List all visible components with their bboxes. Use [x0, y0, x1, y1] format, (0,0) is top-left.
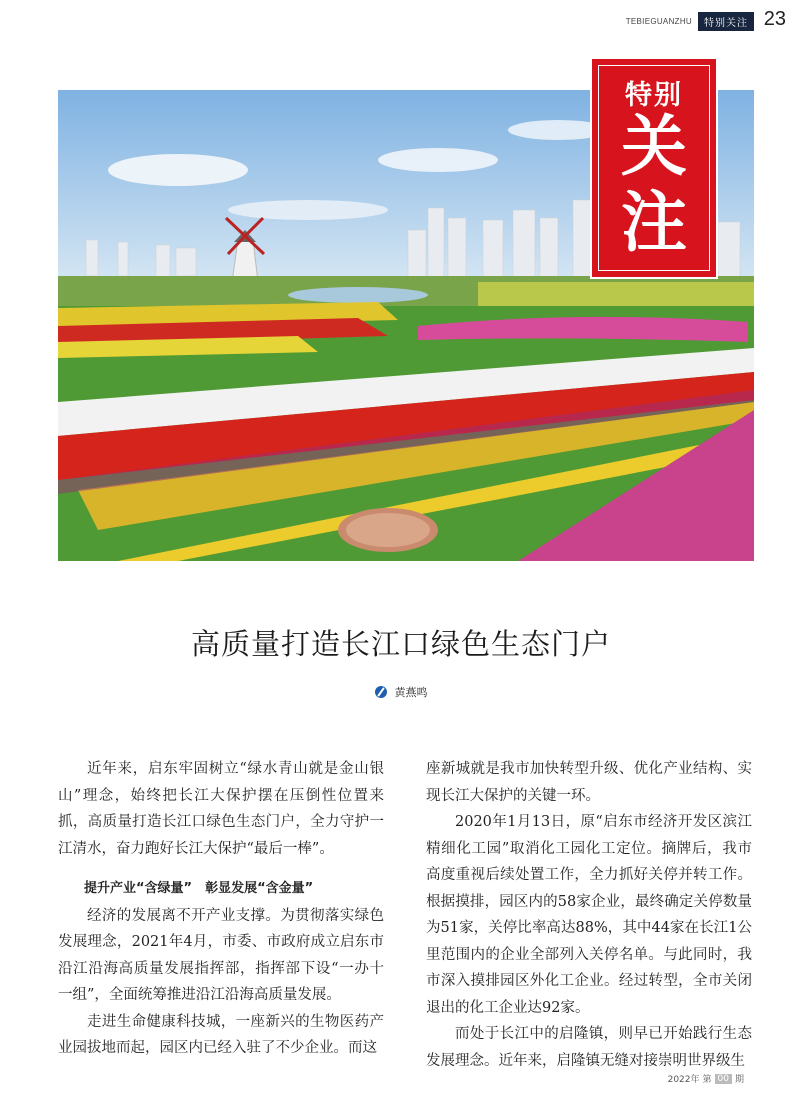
footer-issue: 00 [715, 1074, 732, 1084]
left-column [58, 756, 384, 1062]
paragraph: 走进生命健康科技城，一座新兴的生物医药产业园拔地而起，园区内已经入驻了不少企业。而这 [58, 1013, 384, 1056]
feature-badge [590, 57, 718, 279]
running-header [625, 8, 786, 31]
badge-line2 [590, 109, 718, 261]
article-title: 高质量打造长江口绿色生态门户 [190, 627, 611, 661]
issue-footer [668, 1072, 744, 1085]
paragraph: 经济的发展离不开产业支撑。为贯彻落实绿色发展理念，2021年4月，市委、市政府成立启东市沿江沿海高质量发展指挥部，指挥部下设“一办十一组”，全面统筹推进沿江沿海高质量发展。 [58, 907, 384, 1003]
byline [0, 684, 802, 700]
section-pinyin: TEBIEGUANZHU [625, 17, 692, 26]
right-column [426, 756, 752, 1074]
footer-year: 2022年 [667, 1075, 700, 1085]
subheading: 提升产业“含绿量” 彰显发展“含金量” [84, 881, 314, 896]
paragraph: 近年来，启东牢固树立“绿水青山就是金山银山”理念，始终把长江大保护摆在压倒性位置来抓，高质量打造长江口绿色生态门户，全力守护一江清水，奋力跑好长江大保护“最后一棒”。 [58, 761, 384, 857]
badge-line1: 特别 [625, 80, 683, 111]
pen-icon [375, 686, 387, 698]
badge-char-guan: 关 [621, 108, 687, 185]
footer-qi: 期 [734, 1075, 744, 1085]
author-name: 黄燕鸣 [394, 686, 428, 699]
badge-char-zhu: 注 [621, 184, 687, 261]
section-label: 特别关注 [698, 12, 754, 31]
page-number: 23 [763, 8, 786, 30]
footer-di: 第 [702, 1075, 712, 1085]
paragraph: 而处于长江中的启隆镇，则早已开始践行生态发展理念。近年来，启隆镇无缝对接崇明世界级生 [426, 1026, 752, 1069]
paragraph-continued: 座新城就是我市加快转型升级、优化产业结构、实现长江大保护的关键一环。 [426, 761, 752, 804]
paragraph: 2020年1月13日，原“启东市经济开发区滨江精细化工园”取消化工园化工定位。摘牌后，我市高度重视后续处置工作，全力抓好关停并转工作。根据摸排，园区内的58家企业，最终确定关停数量为51家，关停比率高达88%，其中44家在长江1公里范围内的企业全部列入关停名单。与此同时，我市深入摸排园区外化工企业。经过转型，全市关闭退出的化工企业达92家。 [426, 814, 752, 1016]
